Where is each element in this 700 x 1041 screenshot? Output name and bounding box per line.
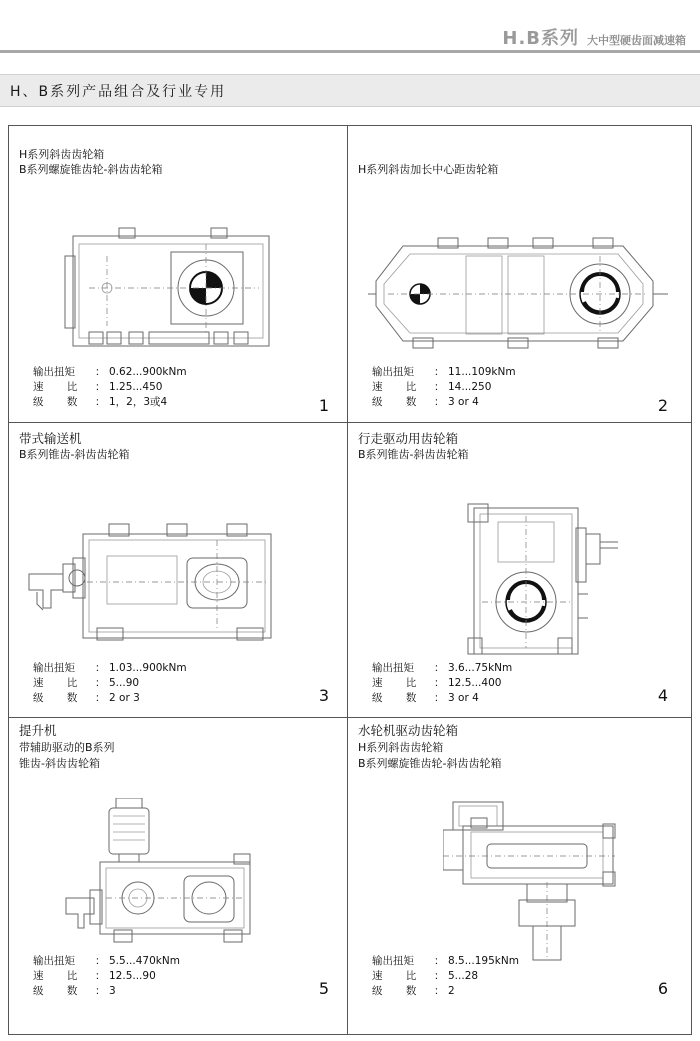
colon: ： <box>434 985 445 997</box>
cell-subtitle: B系列锥齿-斜齿齿轮箱 <box>358 448 469 461</box>
ratio-label-a: 速 <box>33 381 44 393</box>
cell-subtitle: B系列锥齿-斜齿齿轮箱 <box>19 448 130 461</box>
stages-label <box>33 395 95 410</box>
header-brand <box>502 24 686 49</box>
ratio-label <box>33 676 95 691</box>
series-subtitle: 大中型硬齿面减速箱 <box>587 34 686 47</box>
ratio-value: 5...90 <box>109 677 140 689</box>
torque-label: 输出扭矩 <box>372 662 414 674</box>
spec-block <box>372 365 516 410</box>
ratio-label-b: 比 <box>66 970 78 982</box>
stages-value: 2 or 3 <box>109 692 140 704</box>
cell-subtitle-2: B系列螺旋锥齿轮-斜齿齿轮箱 <box>358 757 502 770</box>
cell-subtitle: B系列螺旋锥齿轮-斜齿齿轮箱 <box>19 163 163 176</box>
spec-block <box>33 954 180 999</box>
colon: ： <box>95 396 106 408</box>
ratio-value: 1.25...450 <box>109 381 163 393</box>
ratio-label <box>372 969 434 984</box>
stages-label <box>372 691 434 706</box>
torque-value: 8.5...195kNm <box>448 955 519 967</box>
torque-value: 0.62...900kNm <box>109 366 187 378</box>
gearbox-drawing-6 <box>443 796 623 961</box>
cell-number: 1 <box>318 396 329 415</box>
series-title: H.B系列 <box>502 28 579 49</box>
colon: ： <box>434 366 445 378</box>
ratio-value: 12.5...90 <box>109 970 156 982</box>
cell-number: 2 <box>657 396 668 415</box>
stages-label-a: 级 <box>372 396 383 408</box>
colon: ： <box>95 677 106 689</box>
stages-label-b: 数 <box>405 692 417 704</box>
cell-title: 水轮机驱动齿轮箱 <box>358 723 459 738</box>
cell-subtitle-2: 锥齿-斜齿齿轮箱 <box>19 757 100 770</box>
gearbox-drawing-5 <box>54 798 274 948</box>
colon: ： <box>95 985 106 997</box>
product-cell-2 <box>348 126 686 422</box>
ratio-value: 5...28 <box>448 970 479 982</box>
cell-title: 提升机 <box>19 723 57 738</box>
colon: ： <box>434 692 445 704</box>
torque-value: 1.03...900kNm <box>109 662 187 674</box>
colon: ： <box>434 955 445 967</box>
ratio-label-b: 比 <box>66 677 78 689</box>
spec-block <box>33 661 187 706</box>
cell-title: H系列斜齿加长中心距齿轮箱 <box>358 163 499 176</box>
cell-title: 带式输送机 <box>19 431 82 446</box>
section-bar <box>0 74 700 107</box>
cell-number: 6 <box>657 979 668 998</box>
stages-label-b: 数 <box>405 396 417 408</box>
stages-label <box>372 984 434 999</box>
stages-value: 3 <box>109 985 116 997</box>
colon: ： <box>434 381 445 393</box>
torque-label: 输出扭矩 <box>33 662 75 674</box>
gearbox-drawing-3 <box>17 518 277 648</box>
torque-label: 输出扭矩 <box>33 366 75 378</box>
gearbox-drawing-4 <box>458 498 618 658</box>
stages-label-a: 级 <box>33 396 44 408</box>
cell-subtitle: 带辅助驱动的B系列 <box>19 741 115 754</box>
product-grid <box>8 125 692 1035</box>
torque-label: 输出扭矩 <box>372 955 414 967</box>
ratio-label <box>372 676 434 691</box>
spec-block <box>372 954 519 999</box>
colon: ： <box>434 970 445 982</box>
colon: ： <box>434 396 445 408</box>
ratio-value: 14...250 <box>448 381 492 393</box>
colon: ： <box>434 677 445 689</box>
cell-number: 3 <box>318 686 329 705</box>
torque-value: 5.5...470kNm <box>109 955 180 967</box>
stages-value: 2 <box>448 985 455 997</box>
spec-block <box>33 365 187 410</box>
ratio-label <box>33 380 95 395</box>
section-title: H、B系列产品组合及行业专用 <box>10 84 227 100</box>
product-cell-5 <box>9 718 347 1014</box>
colon: ： <box>95 366 106 378</box>
stages-value: 3 or 4 <box>448 396 479 408</box>
stages-label-a: 级 <box>33 985 44 997</box>
colon: ： <box>95 692 106 704</box>
colon: ： <box>95 955 106 967</box>
stages-label <box>33 984 95 999</box>
ratio-label <box>33 969 95 984</box>
stages-label-b: 数 <box>66 692 78 704</box>
colon: ： <box>95 970 106 982</box>
stages-label-b: 数 <box>66 396 78 408</box>
stages-label-a: 级 <box>372 692 383 704</box>
product-cell-6 <box>348 718 686 1014</box>
ratio-label-b: 比 <box>66 381 78 393</box>
stages-value: 1，2，3或4 <box>109 396 168 408</box>
stages-label <box>372 395 434 410</box>
stages-value: 3 or 4 <box>448 692 479 704</box>
ratio-value: 12.5...400 <box>448 677 502 689</box>
gearbox-drawing-2 <box>368 226 668 361</box>
cell-title: H系列斜齿齿轮箱 <box>19 148 105 161</box>
ratio-label-a: 速 <box>33 970 44 982</box>
ratio-label-a: 速 <box>33 677 44 689</box>
ratio-label-b: 比 <box>405 677 417 689</box>
colon: ： <box>95 381 106 393</box>
stages-label-b: 数 <box>405 985 417 997</box>
stages-label-a: 级 <box>33 692 44 704</box>
cell-subtitle: H系列斜齿齿轮箱 <box>358 741 444 754</box>
gearbox-drawing-1 <box>59 226 279 356</box>
product-cell-4 <box>348 423 686 719</box>
cell-number: 4 <box>657 686 668 705</box>
torque-value: 11...109kNm <box>448 366 516 378</box>
ratio-label-b: 比 <box>405 381 417 393</box>
stages-label <box>33 691 95 706</box>
header-rule <box>0 50 700 53</box>
product-cell-3 <box>9 423 347 719</box>
ratio-label-b: 比 <box>405 970 417 982</box>
torque-label: 输出扭矩 <box>372 366 414 378</box>
cell-number: 5 <box>318 979 329 998</box>
torque-label: 输出扭矩 <box>33 955 75 967</box>
ratio-label-a: 速 <box>372 381 383 393</box>
ratio-label-a: 速 <box>372 970 383 982</box>
colon: ： <box>434 662 445 674</box>
colon: ： <box>95 662 106 674</box>
stages-label-b: 数 <box>66 985 78 997</box>
torque-value: 3.6...75kNm <box>448 662 513 674</box>
ratio-label <box>372 380 434 395</box>
product-cell-1 <box>9 126 347 422</box>
cell-title: 行走驱动用齿轮箱 <box>358 431 459 446</box>
stages-label-a: 级 <box>372 985 383 997</box>
spec-block <box>372 661 512 706</box>
ratio-label-a: 速 <box>372 677 383 689</box>
